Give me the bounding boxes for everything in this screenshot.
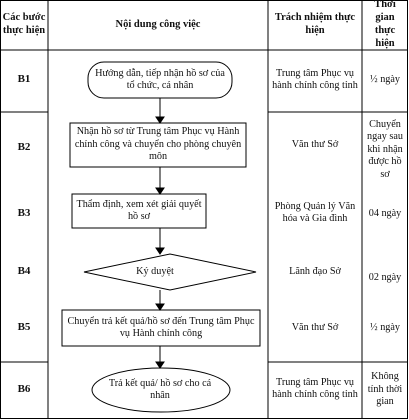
flow-arrow-head [156, 304, 164, 310]
responsibility-text: Trung tâm Phục vụ hành chính công tỉnh [272, 376, 358, 400]
time-text: ½ ngày [370, 321, 400, 333]
header-step: Các bước thực hiện [2, 12, 46, 36]
step-label: B6 [17, 383, 31, 396]
header-time: Thời gian thực hiện [374, 0, 396, 49]
step-label: B5 [17, 321, 31, 334]
task-text: Chuyển trả kết quả/hồ sơ đến Trung tâm Phục vụ Hành chính công [67, 315, 255, 339]
task-text: Trả kết quả/ hồ sơ cho cá nhân [108, 377, 212, 401]
step-label: B3 [17, 207, 31, 220]
step-label: B1 [17, 73, 31, 86]
time-text: Chuyển ngay sau khi nhận được hồ sơ [367, 118, 403, 180]
step-label: B2 [17, 141, 31, 154]
time-text: Không tính thời gian [367, 371, 403, 408]
flow-shapes [62, 62, 260, 412]
task-text: Thẩm định, xem xét giải quyết hồ sơ [76, 198, 202, 222]
task-text: Hướng dẫn, tiếp nhận hồ sơ của tổ chức, cá nhân [95, 67, 225, 91]
responsibility-text: Trung tâm Phục vụ hành chính công tỉnh [272, 67, 358, 91]
responsibility-text: Phòng Quản lý Văn hóa và Gia đình [274, 200, 356, 224]
task-text: Ký duyệt [136, 265, 174, 277]
responsibility-text: Lãnh đạo Sở [289, 265, 341, 277]
time-text: 04 ngày [368, 207, 402, 219]
time-text: 02 ngày [368, 271, 402, 283]
flow-arrow-head [156, 248, 164, 254]
flow-arrow-head [156, 188, 164, 194]
responsibility-text: Văn thư Sở [291, 138, 339, 150]
time-text: ½ ngày [370, 73, 400, 85]
header-responsibility: Trách nhiệm thực hiện [274, 12, 356, 36]
responsibility-text: Văn thư Sở [291, 321, 339, 333]
flow-arrow-head [156, 362, 164, 368]
header-task: Nội dung công việc [115, 18, 201, 30]
task-text: Nhận hồ sơ từ Trung tâm Phục vụ Hành chính công và chuyển cho phòng chuyên môn [74, 126, 242, 163]
step-label: B4 [17, 265, 31, 278]
